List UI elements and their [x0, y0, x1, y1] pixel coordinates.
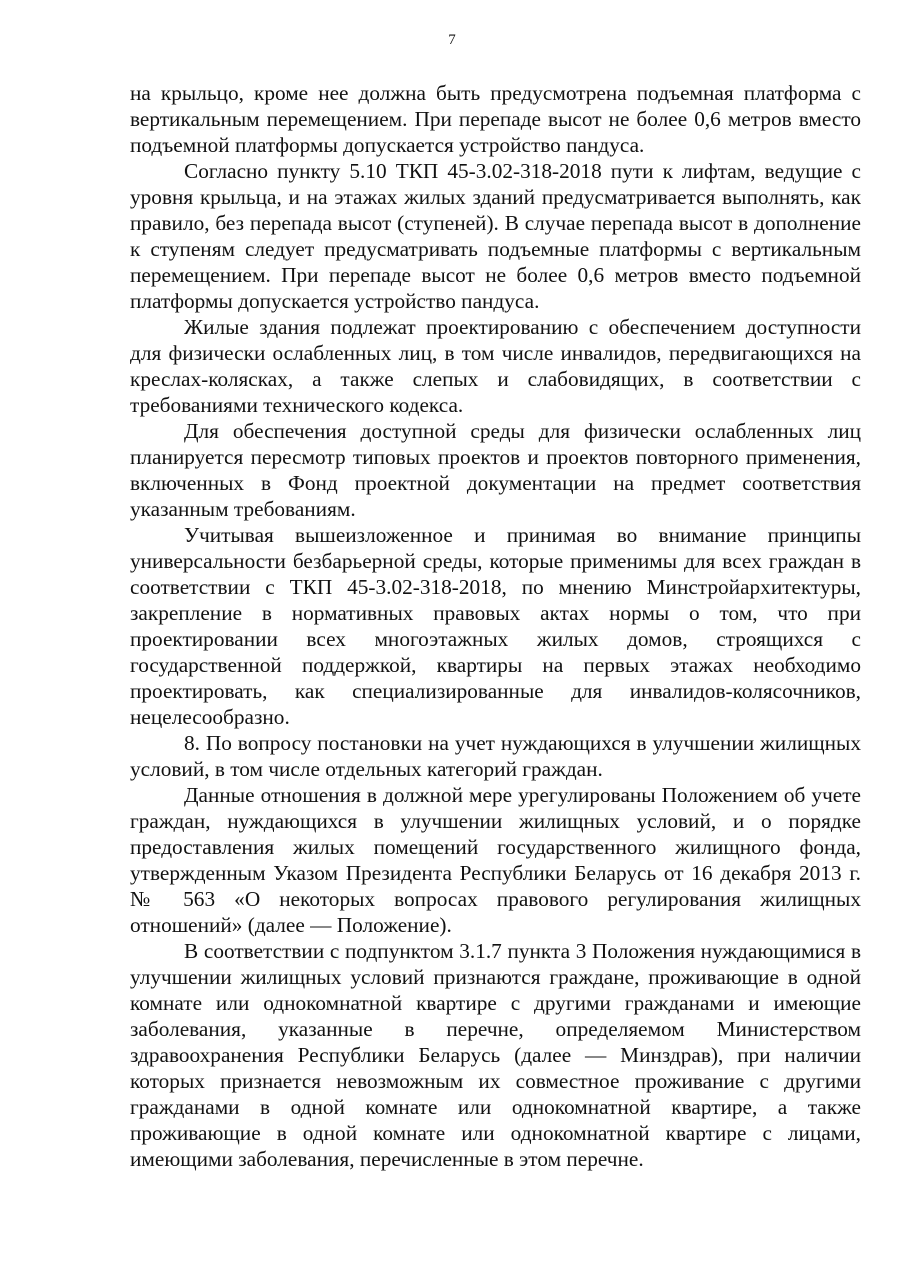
section-heading-paragraph: 8. По вопросу постановки на учет нуждающихся в улучшении жилищных условий, в том числе отдельных категорий граждан. — [130, 731, 861, 781]
document-body — [130, 80, 861, 1172]
paragraph: Согласно пункту 5.10 ТКП 45-3.02-318-2018 пути к лифтам, ведущие с уровня крыльца, и на этажах жилых зданий предусматривается выполнять, как правило, без перепада высот (ступеней). В случае перепада высот в дополнение к ступеням следует предусматривать подъемные платформы с вертикальным перемещением. При перепаде высот не более 0,6 метров вместо подъемной платформы допускается устройство пандуса. — [130, 159, 861, 313]
paragraph: Учитывая вышеизложенное и принимая во внимание принципы универсальности безбарьерной среды, которые применимы для всех граждан в соответствии с ТКП 45-3.02-318-2018, по мнению Минстройархитектуры, закрепление в нормативных правовых актах нормы о том, что при проектировании всех многоэтажных жилых домов, строящихся с государственной поддержкой, квартиры на первых этажах необходимо проектировать, как специализированные для инвалидов-колясочников, нецелесообразно. — [130, 523, 861, 729]
paragraph: Жилые здания подлежат проектированию с обеспечением доступности для физически ослабленных лиц, в том числе инвалидов, передвигающихся на креслах-колясках, а также слепых и слабовидящих, в соответствии с требованиями технического кодекса. — [130, 315, 861, 417]
paragraph: В соответствии с подпунктом 3.1.7 пункта 3 Положения нуждающимися в улучшении жилищных условий признаются граждане, проживающие в одной комнате или однокомнатной квартире с другими гражданами и имеющие заболевания, указанные в перечне, определяемом Министерством здравоохранения Республики Беларусь (далее — Минздрав), при наличии которых признается невозможным их совместное проживание с другими гражданами в одной комнате или однокомнатной квартире, а также проживающие в одной комнате или однокомнатной квартире с лицами, имеющими заболевания, перечисленные в этом перечне. — [130, 939, 861, 1171]
paragraph-continuation: на крыльцо, кроме нее должна быть предусмотрена подъемная платформа с вертикальным перемещением. При перепаде высот не более 0,6 метров вместо подъемной платформы допускается устройство пандуса. — [130, 81, 861, 157]
page-number: 7 — [448, 32, 456, 48]
paragraph: Данные отношения в должной мере урегулированы Положением об учете граждан, нуждающихся в улучшении жилищных условий, и о порядке предоставления жилых помещений государственного жилищного фонда, утвержденным Указом Президента Республики Беларусь от 16 декабря 2013 г. № 563 «О некоторых вопросах правового регулирования жилищных отношений» (далее — Положение). — [130, 783, 861, 937]
paragraph: Для обеспечения доступной среды для физически ослабленных лиц планируется пересмотр типовых проектов и проектов повторного применения, включенных в Фонд проектной документации на предмет соответствия указанным требованиям. — [130, 419, 861, 521]
